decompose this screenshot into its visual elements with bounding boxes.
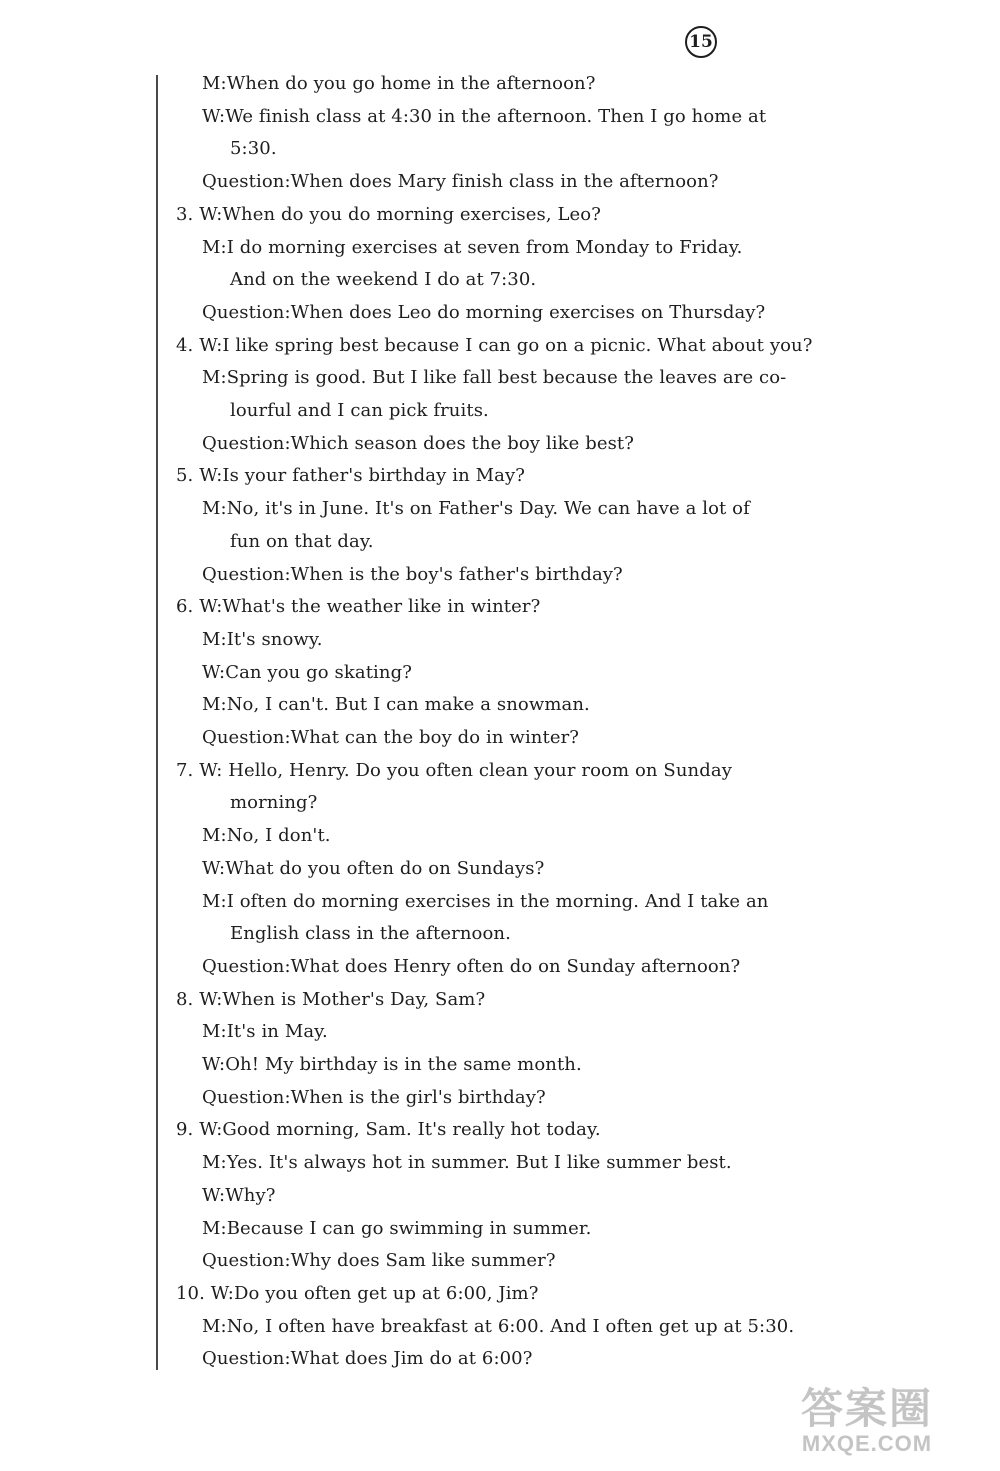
dialogue-line: M:No, I can't. But I can make a snowman. bbox=[202, 694, 590, 716]
question-item-line: 5. W:Is your father's birthday in May? bbox=[176, 465, 525, 487]
dialogue-line: M:When do you go home in the afternoon? bbox=[202, 73, 596, 94]
dialogue-line: Question:When is the boy's father's birthday? bbox=[202, 563, 623, 585]
dialogue-line: W:Oh! My birthday is in the same month. bbox=[202, 1054, 582, 1075]
dialogue-line: M:No, it's in June. It's on Father's Day. We can have a lot of bbox=[202, 498, 750, 520]
dialogue-line: Question:Why does Sam like summer? bbox=[202, 1250, 556, 1272]
watermark-site: MXQE.COM bbox=[801, 1431, 933, 1456]
question-item-line: 4. W:I like spring best because I can go on a picnic. What about you? bbox=[176, 334, 813, 356]
page-number: 15 bbox=[685, 26, 717, 58]
watermark bbox=[752, 1386, 982, 1461]
dialogue-line: 5:30. bbox=[230, 138, 277, 160]
dialogue-line: M:It's snowy. bbox=[202, 628, 323, 650]
dialogue-line: W:Can you go skating? bbox=[202, 661, 412, 683]
dialogue-line: morning? bbox=[230, 792, 318, 814]
dialogue-line: M:Spring is good. But I like fall best because the leaves are co- bbox=[202, 367, 787, 389]
dialogue-line: lourful and I can pick fruits. bbox=[230, 400, 489, 421]
dialogue-line: M:No, I don't. bbox=[202, 825, 331, 847]
dialogue-line: M:No, I often have breakfast at 6:00. And I often get up at 5:30. bbox=[202, 1315, 795, 1337]
dialogue-line: English class in the afternoon. bbox=[230, 923, 511, 945]
question-item-line: 6. W:What's the weather like in winter? bbox=[176, 596, 541, 618]
question-item-line: 7. W: Hello, Henry. Do you often clean your room on Sunday bbox=[176, 759, 732, 781]
dialogue-line: Question:Which season does the boy like best? bbox=[202, 432, 634, 454]
dialogue-line: M:Because I can go swimming in summer. bbox=[202, 1217, 592, 1239]
dialogue-line: M:Yes. It's always hot in summer. But I like summer best. bbox=[202, 1152, 732, 1174]
dialogue-line: fun on that day. bbox=[230, 530, 374, 552]
dialogue-line: Question:When is the girl's birthday? bbox=[202, 1086, 546, 1108]
dialogue-line: Question:What does Henry often do on Sunday afternoon? bbox=[202, 955, 741, 977]
dialogue-line: M:It's in May. bbox=[202, 1021, 328, 1043]
question-item-line: 9. W:Good morning, Sam. It's really hot today. bbox=[176, 1119, 601, 1141]
dialogue-line: W:Why? bbox=[202, 1184, 276, 1206]
dialogue-line: Question:When does Mary finish class in the afternoon? bbox=[202, 171, 719, 193]
margin-rule bbox=[156, 75, 158, 1370]
watermark-logo: 答案圈 bbox=[800, 1385, 933, 1432]
dialogue-line: Question:When does Leo do morning exercises on Thursday? bbox=[202, 301, 766, 323]
dialogue-line: W:We finish class at 4:30 in the afternoon. Then I go home at bbox=[202, 105, 767, 127]
dialogue-line: Question:What does Jim do at 6:00? bbox=[202, 1348, 533, 1370]
dialogue-line: And on the weekend I do at 7:30. bbox=[230, 269, 537, 291]
question-item-line: 3. W:When do you do morning exercises, Leo? bbox=[176, 203, 601, 225]
dialogue-line: Question:What can the boy do in winter? bbox=[202, 727, 580, 748]
dialogue-line: M:I often do morning exercises in the morning. And I take an bbox=[202, 890, 769, 912]
dialogue-line: M:I do morning exercises at seven from Monday to Friday. bbox=[202, 236, 743, 258]
question-item-line: 8. W:When is Mother's Day, Sam? bbox=[176, 988, 486, 1010]
question-item-line: 10. W:Do you often get up at 6:00, Jim? bbox=[176, 1282, 539, 1304]
dialogue-line: W:What do you often do on Sundays? bbox=[202, 857, 545, 879]
